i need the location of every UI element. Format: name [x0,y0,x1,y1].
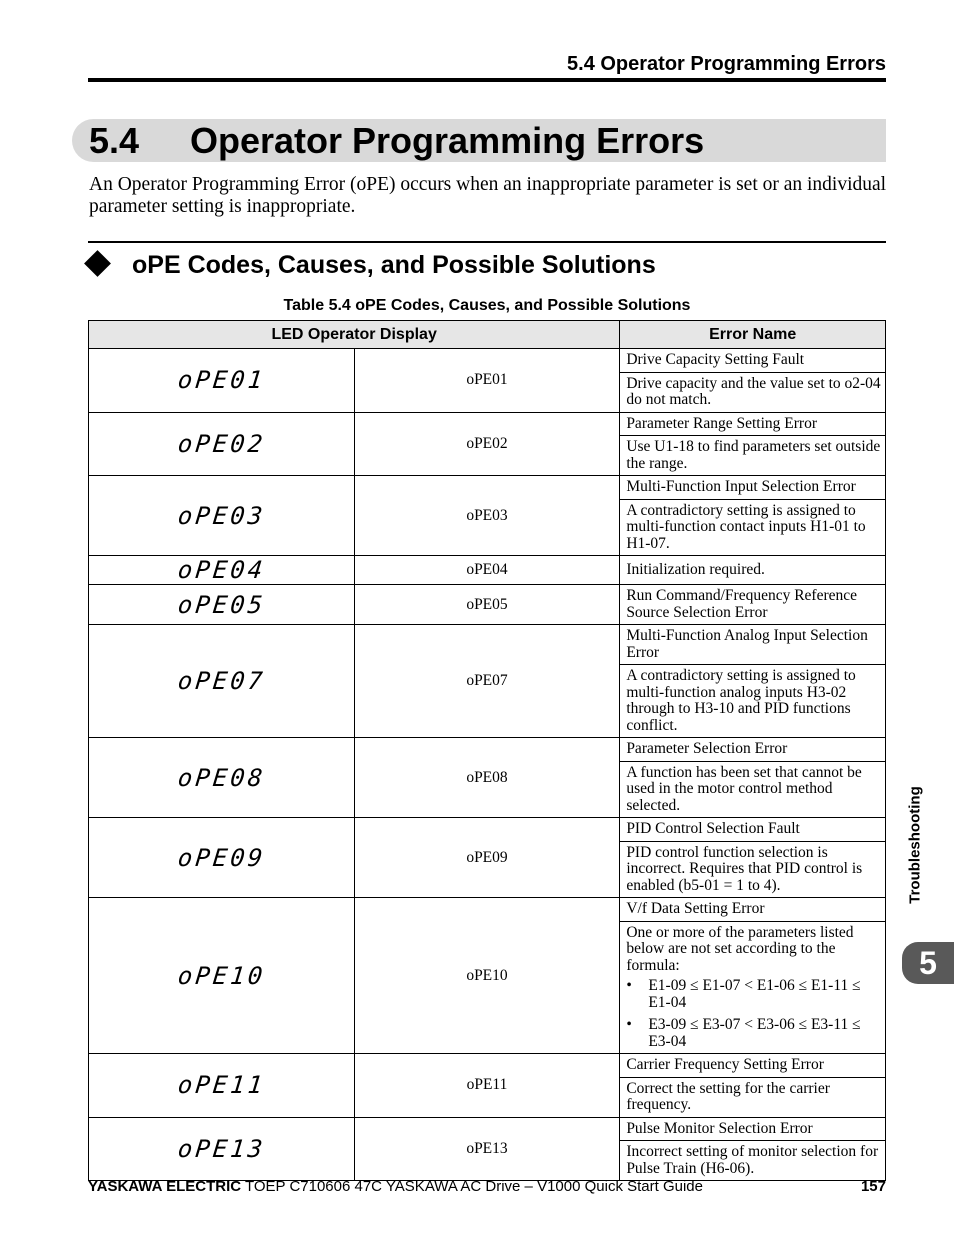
led-display-glyph: oPE03 [176,501,267,530]
table-row [89,818,886,898]
footer-brand: YASKAWA ELECTRIC [88,1178,242,1195]
led-display-glyph: oPE04 [176,556,267,584]
error-name: Multi-Function Analog Input Selection Error [620,625,885,665]
error-name: PID Control Selection Fault [620,818,885,842]
led-display-glyph: oPE02 [176,429,267,458]
table-row [89,476,886,556]
error-cause-text: Incorrect setting of monitor selection for Pulse Train (H6-06). [626,1143,879,1177]
error-name: Drive Capacity Setting Fault [620,349,885,373]
code-cell: oPE03 [354,476,620,556]
error-cause [620,436,885,475]
subsection-rule [88,241,886,243]
led-display-cell [89,625,355,738]
led-display-cell [89,585,355,625]
error-cause-text: Use U1-18 to find parameters set outside the range. [626,438,881,472]
led-display-glyph: oPE07 [176,667,267,695]
error-name: Carrier Frequency Setting Error [620,1054,885,1078]
error-cause [620,500,885,556]
ope-codes-table [88,320,886,1181]
led-display-cell [89,556,355,585]
diamond-bullet-icon [84,250,111,277]
error-cause-text: Correct the setting for the carrier frequency. [626,1079,830,1113]
header-rule [88,78,886,82]
table-row [89,556,886,585]
side-section-label [905,774,925,916]
led-display-glyph: oPE10 [176,961,267,990]
led-display-cell [89,1117,355,1181]
error-cause [620,1078,885,1117]
table-row [89,1117,886,1181]
error-cause-text: A contradictory setting is assigned to multi-function contact inputs H1-01 to H1-07. [626,501,866,552]
error-name-header: Error Name [620,321,886,349]
error-name: Pulse Monitor Selection Error [620,1118,885,1142]
code-cell: oPE10 [354,898,620,1054]
code-cell: oPE05 [354,585,620,625]
led-display-cell [89,898,355,1054]
code-cell: oPE01 [354,349,620,413]
error-name: Initialization required. [626,560,765,578]
formula-list [626,978,881,1050]
error-cell [620,349,886,413]
formula-item: • E3-09 ≤ E3-07 < E3-06 ≤ E3-11 ≤ E3-04 [626,1017,881,1050]
error-cell [620,625,886,738]
table-caption: Table 5.4 oPE Codes, Causes, and Possible Solutions [283,297,691,314]
table-row [89,738,886,818]
table-row [89,898,886,1054]
code-cell: oPE09 [354,818,620,898]
side-label-text: Troubleshooting [906,786,924,904]
led-display-cell [89,738,355,818]
error-cause-text: PID control function selection is incorrect. Requires that PID control is enabled (b5-01 = 1 to 4). [626,843,863,894]
error-cell [620,1117,886,1181]
error-cause-text: One or more of the parameters listed below are not set according to the formula: [626,923,854,974]
error-cause [620,922,885,1054]
error-name: V/f Data Setting Error [620,898,885,922]
formula-item: • E1-09 ≤ E1-07 < E1-06 ≤ E1-11 ≤ E1-04 [626,978,881,1011]
code-cell: oPE02 [354,412,620,476]
section-number: 5.4 [89,120,140,161]
subsection-title: oPE Codes, Causes, and Possible Solutions [132,251,656,279]
error-name: Multi-Function Input Selection Error [620,476,885,500]
led-display-glyph: oPE09 [176,843,267,872]
table-row [89,585,886,625]
running-header: 5.4 Operator Programming Errors [567,53,886,75]
table-row [89,1054,886,1118]
table-header-row [89,321,886,349]
error-cell [620,476,886,556]
footer-doc: TOEP C710606 47C YASKAWA AC Drive – V1000 Quick Start Guide [241,1178,703,1195]
error-cause [620,762,885,818]
error-cell [620,738,886,818]
error-cause [620,665,885,737]
led-display-cell [89,349,355,413]
led-display-glyph: oPE11 [176,1071,267,1100]
error-name: Run Command/Frequency Reference Source Selection Error [626,587,858,621]
code-cell: oPE13 [354,1117,620,1181]
error-cause [620,1141,885,1180]
table-row [89,625,886,738]
code-cell: oPE11 [354,1054,620,1118]
table-body [89,349,886,1181]
chapter-tab: 5 [902,942,954,984]
error-cell [620,556,886,585]
error-cell [620,818,886,898]
error-cell [620,1054,886,1118]
error-cell [620,585,886,625]
led-display-cell [89,476,355,556]
error-cause-text: A contradictory setting is assigned to multi-function analog inputs H3-02 through to H3-10 and PID functions conflict. [626,667,856,734]
error-cause [620,373,885,412]
led-display-header: LED Operator Display [89,321,620,349]
led-display-glyph: oPE01 [176,366,267,395]
code-cell: oPE04 [354,556,620,585]
led-display-cell [89,818,355,898]
page-number: 157 [860,1178,886,1195]
error-cell [620,412,886,476]
led-display-glyph: oPE08 [176,763,267,792]
error-cause [620,842,885,898]
code-cell: oPE07 [354,625,620,738]
error-name: Parameter Selection Error [620,738,885,762]
error-cell [620,898,886,1054]
led-display-cell [89,1054,355,1118]
error-cause-text: A function has been set that cannot be used in the motor control method selected. [626,763,862,814]
intro-paragraph: An Operator Programming Error (oPE) occurs when an inappropriate parameter is set or an individual parameter setting is inappropriate. [89,174,887,217]
error-name: Parameter Range Setting Error [620,413,885,437]
section-title: Operator Programming Errors [190,120,705,161]
table-row [89,349,886,413]
table-row [89,412,886,476]
led-display-glyph: oPE05 [176,590,267,619]
led-display-glyph: oPE13 [176,1134,267,1163]
error-cause-text: Drive capacity and the value set to o2-04 do not match. [626,374,881,408]
led-display-cell [89,412,355,476]
code-cell: oPE08 [354,738,620,818]
footer [88,1178,886,1196]
